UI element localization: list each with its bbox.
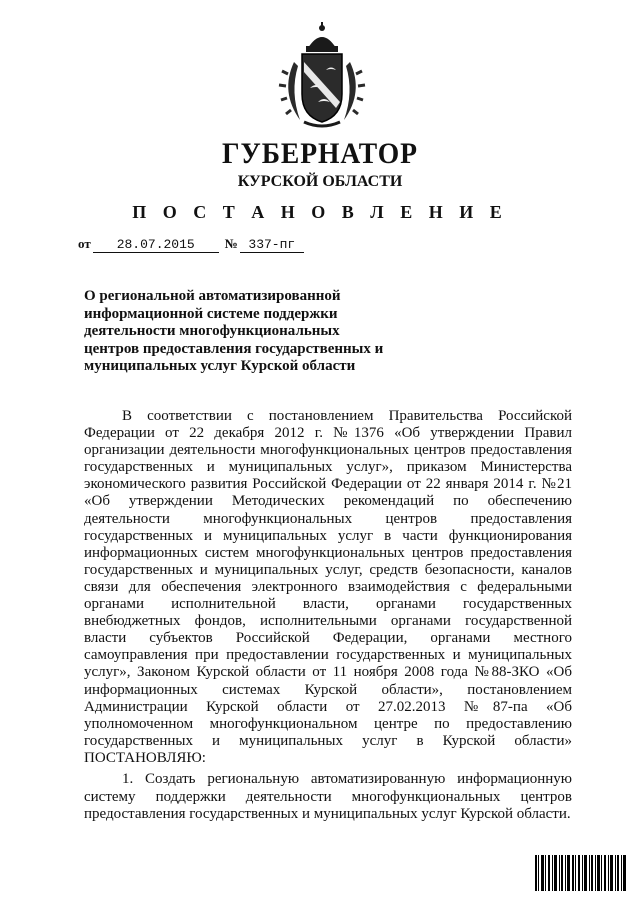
preamble-paragraph: В соответствии с постановлением Правительства Российской Федерации от 22 декабря 2012 г. №1376 «Об утверждении Правил организации деятельности многофункциональных центров предоставления государственных и муниципальных услуг», приказом Министерства экономического развития Российской Федерации от 22 января 2014 г. №21 «Об утверждении Методических рекомендаций по обеспечению деятельности многофункциональных центров предоставления государственных и муниципальных услуг в части функционирования информационных систем многофункциональных центров предоставления государственных и муниципальных услуг, средств безопасности, каналов связи для обеспечения электронного взаимодействия с федеральными органами исполнительной власти, органами государственных внебюджетных фондов, исполнительными органами государственной власти субъектов Российской Федерации, органами местного самоуправления при предоставлении государственных и муниципальных услуг», Законом Курской области от 11 ноября 2008 года №88-ЗКО «Об информационных системах Курской области», постановлением Администрации Курской области от 27.02.2013 №87-па «Об уполномоченном многофункциональном центре по предоставлению государственных и муниципальных услуг в Курской области» ПОСТАНОВЛЯЮ: (84, 408, 572, 766)
document-subtitle: КУРСКОЙ ОБЛАСТИ (237, 173, 403, 190)
date-label: от (78, 236, 91, 251)
document-type: П О С Т А Н О В Л Е Н И Е (132, 202, 508, 222)
item-1-paragraph: 1. Создать региональную автоматизированную информационную систему поддержки деятельности многофункциональных центров предоставления государственных и муниципальных услуг Курской области. (84, 771, 572, 823)
document-meta (78, 236, 310, 253)
coat-of-arms-icon (274, 22, 370, 132)
document-subject: О региональной автоматизированной информационной системе поддержки деятельности многофункциональных центров предоставления государственных и муниципальных услуг Курской области (84, 288, 384, 375)
document-number: 337-пг (240, 237, 304, 253)
number-label: № (224, 236, 238, 251)
document-date: 28.07.2015 (93, 237, 219, 253)
document-title: ГУБЕРНАТОР (222, 137, 418, 170)
barcode-icon (535, 855, 627, 891)
